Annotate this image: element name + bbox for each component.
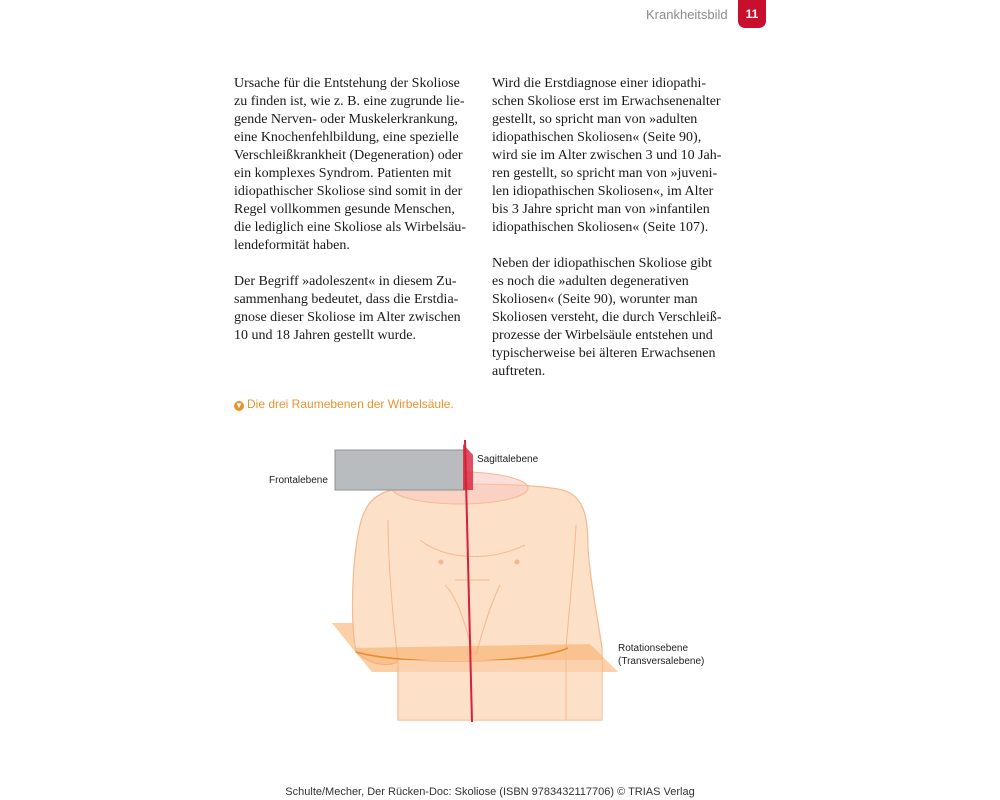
frontal-plane bbox=[335, 450, 465, 490]
label-rotation-plane-line1: Rotationsebene bbox=[618, 643, 689, 654]
section-title: Krankheitsbild bbox=[646, 7, 728, 22]
text-line: 10 und 18 Jahren gestellt wurde. bbox=[234, 328, 416, 343]
text-line: schen Skoliose erst im Erwachsenenalter bbox=[492, 94, 721, 109]
text-line: gende Nerven- oder Muskelerkrankung, bbox=[234, 112, 458, 127]
text-line: Skoliosen« (Seite 90), worunter man bbox=[492, 292, 698, 307]
text-line: prozesse der Wirbelsäule entstehen und bbox=[492, 328, 713, 343]
label-sagittal-plane: Sagittalebene bbox=[477, 454, 539, 465]
page-number-badge: 11 bbox=[738, 0, 766, 28]
text-line: Verschleißkrankheit (Degeneration) oder bbox=[234, 148, 463, 163]
text-line: Wird die Erstdiagnose einer idiopathi- bbox=[492, 76, 707, 91]
text-line: idiopathischen Skoliosen« (Seite 107). bbox=[492, 220, 709, 235]
text-line: zu finden ist, wie z. B. eine zugrunde lie- bbox=[234, 94, 465, 109]
text-line: ein komplexes Syndrom. Patienten mit bbox=[234, 166, 452, 181]
text-line: ren gestellt, so spricht man von »juveni- bbox=[492, 166, 718, 181]
text-line: gestellt, so spricht man von »adulten bbox=[492, 112, 698, 127]
text-line: idiopathischer Skoliose sind somit in der bbox=[234, 184, 463, 199]
text-line: wird sie im Alter zwischen 3 und 10 Jah- bbox=[492, 148, 722, 163]
text-line: eine Knochenfehlbildung, eine spezielle bbox=[234, 130, 459, 145]
text-line: len idiopathischen Skoliosen«, im Alter bbox=[492, 184, 714, 199]
text-line: lendeformität haben. bbox=[234, 238, 350, 253]
label-rotation-plane-line2: (Transversalebene) bbox=[618, 656, 705, 667]
text-line: Skoliosen versteht, die durch Verschleiß- bbox=[492, 310, 722, 325]
text-line: sammenhang bedeutet, dass die Erstdia- bbox=[234, 292, 459, 307]
copyright-footer: Schulte/Mecher, Der Rücken-Doc: Skoliose (ISBN 9783432117706) © TRIAS Verlag bbox=[285, 786, 695, 798]
label-frontal-plane: Frontalebene bbox=[269, 475, 328, 486]
label-rotation-plane bbox=[618, 642, 704, 668]
text-line: die lediglich eine Skoliose als Wirbelsäu- bbox=[234, 220, 467, 235]
text-line: Regel vollkommen gesunde Menschen, bbox=[234, 202, 455, 217]
text-line: auftreten. bbox=[492, 364, 546, 379]
chevron-down-icon: ▼ bbox=[235, 401, 243, 410]
text-line: gnose dieser Skoliose im Alter zwischen bbox=[234, 310, 461, 325]
text-line: typischerweise bei älteren Erwachsenen bbox=[492, 346, 716, 361]
text-line: idiopathischen Skoliosen« (Seite 90), bbox=[492, 130, 702, 145]
figure-caption-text: Die drei Raumebenen der Wirbelsäule. bbox=[247, 397, 454, 411]
text-line: es noch die »adulten degenerativen bbox=[492, 274, 689, 289]
text-line: Neben der idiopathischen Skoliose gibt bbox=[492, 256, 713, 271]
text-line: Der Begriff »adoleszent« in diesem Zu- bbox=[234, 274, 457, 289]
text-line: Ursache für die Entstehung der Skoliose bbox=[234, 76, 460, 91]
text-line: bis 3 Jahre spricht man von »infantilen bbox=[492, 202, 710, 217]
